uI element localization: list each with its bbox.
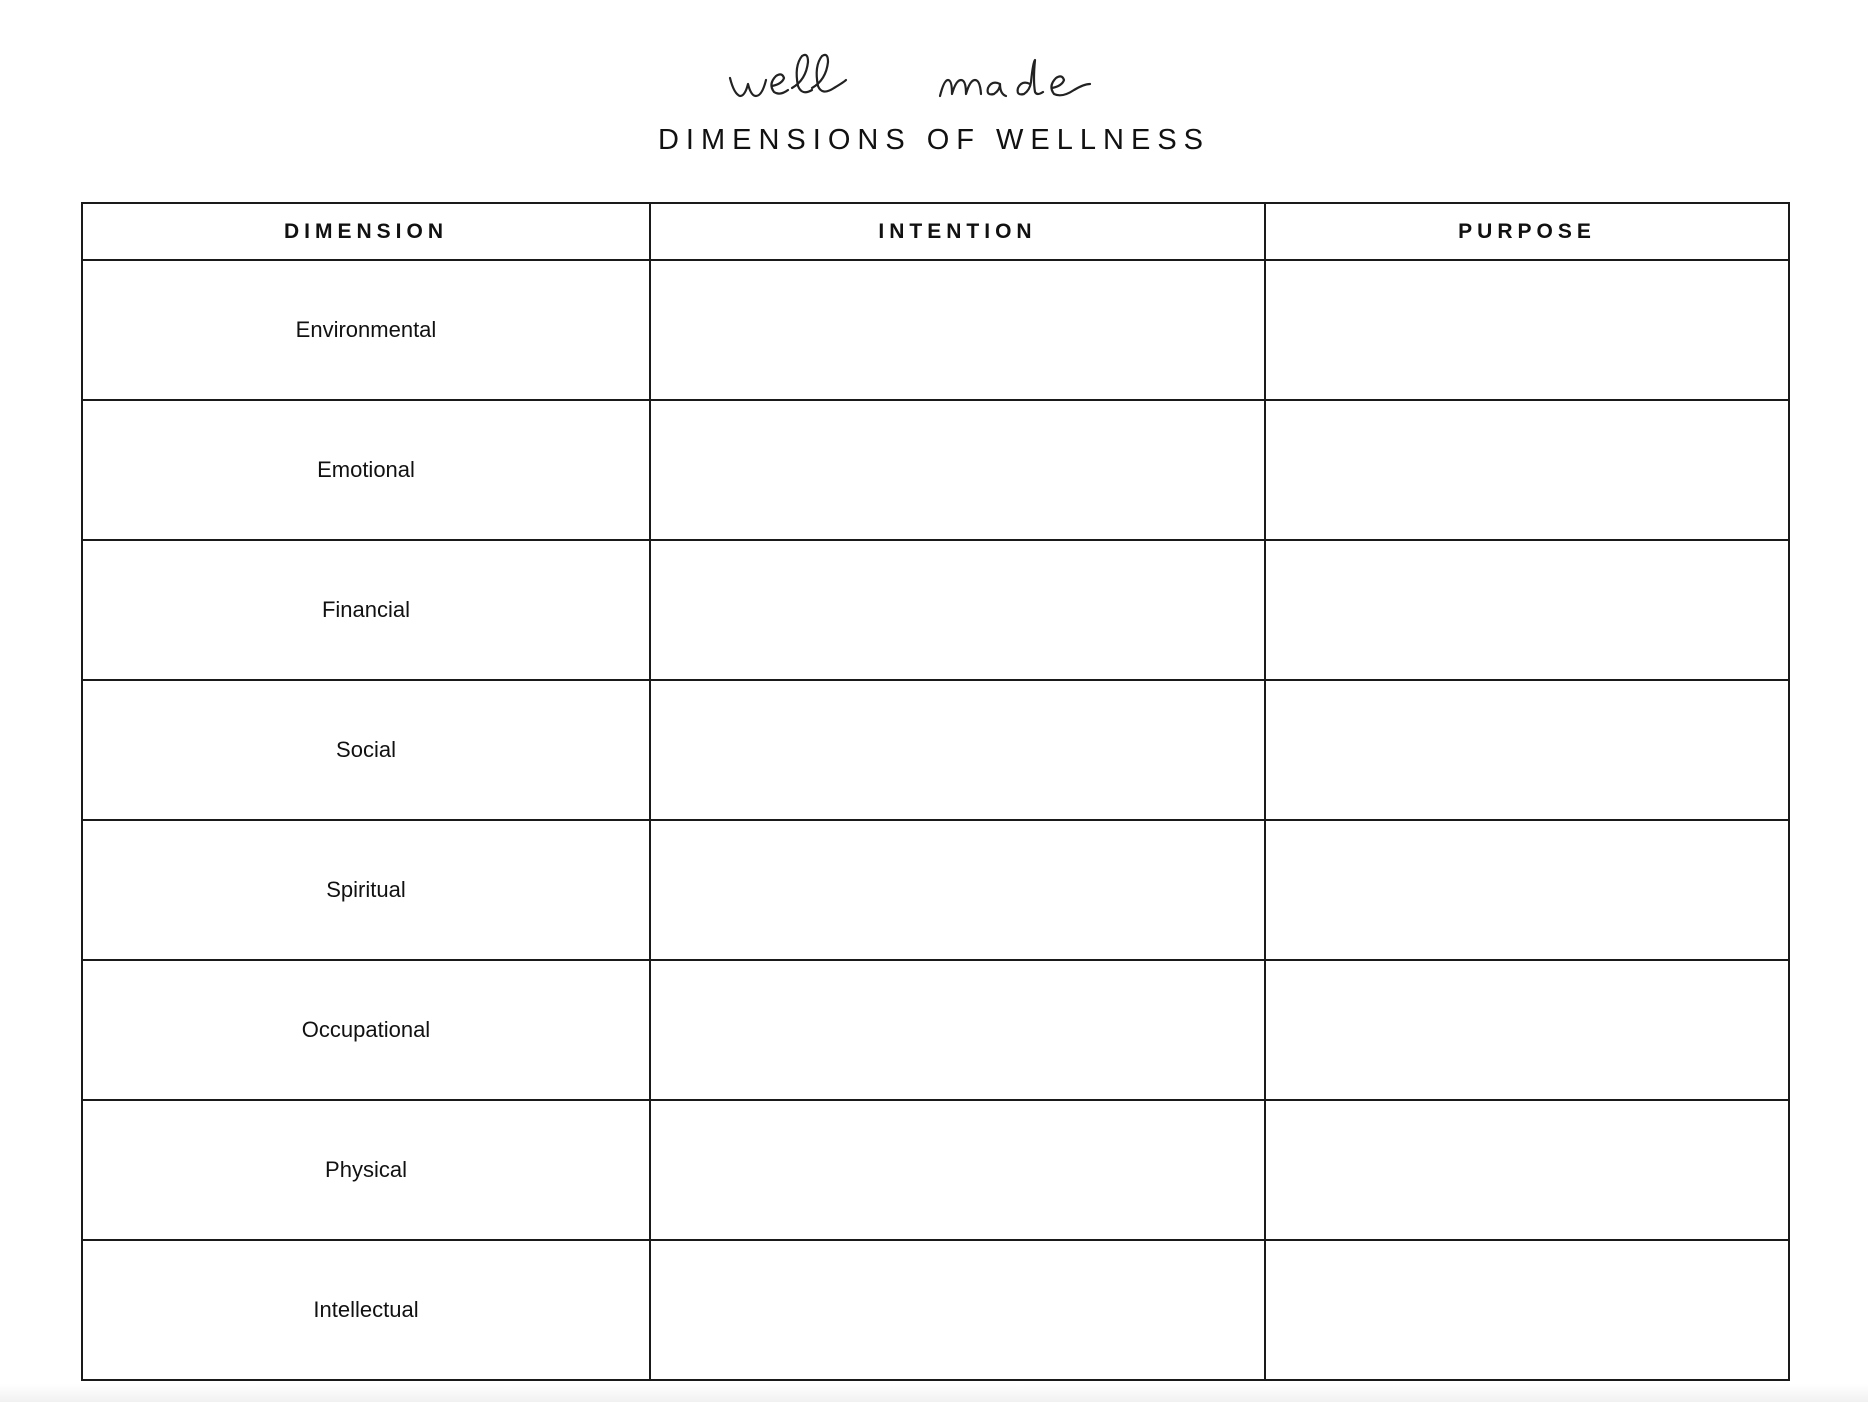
dimension-cell: Financial — [82, 540, 650, 680]
purpose-cell[interactable] — [1265, 540, 1789, 680]
logo-letter-e2 — [1051, 76, 1090, 95]
purpose-cell[interactable] — [1265, 960, 1789, 1100]
page-bottom-edge — [0, 1384, 1868, 1402]
purpose-cell[interactable] — [1265, 680, 1789, 820]
table-row — [82, 1100, 1789, 1240]
dimension-cell: Social — [82, 680, 650, 820]
column-header-purpose: PURPOSE — [1265, 203, 1789, 260]
purpose-input[interactable] — [1266, 961, 1788, 1099]
purpose-cell[interactable] — [1265, 820, 1789, 960]
intention-input[interactable] — [651, 681, 1264, 819]
dimension-cell: Environmental — [82, 260, 650, 400]
intention-cell[interactable] — [650, 820, 1265, 960]
purpose-cell[interactable] — [1265, 1240, 1789, 1380]
logo-letter-a — [988, 83, 1006, 96]
well-made-logo — [700, 38, 1180, 108]
intention-cell[interactable] — [650, 1100, 1265, 1240]
intention-input[interactable] — [651, 401, 1264, 539]
intention-cell[interactable] — [650, 540, 1265, 680]
intention-input[interactable] — [651, 261, 1264, 399]
dimension-cell: Occupational — [82, 960, 650, 1100]
table-row — [82, 540, 1789, 680]
dimension-cell: Emotional — [82, 400, 650, 540]
column-header-dimension: DIMENSION — [82, 203, 650, 260]
intention-cell[interactable] — [650, 1240, 1265, 1380]
dimension-cell: Intellectual — [82, 1240, 650, 1380]
purpose-input[interactable] — [1266, 261, 1788, 399]
purpose-cell[interactable] — [1265, 260, 1789, 400]
table-row — [82, 400, 1789, 540]
purpose-cell[interactable] — [1265, 1100, 1789, 1240]
dimension-cell: Spiritual — [82, 820, 650, 960]
logo-letter-w — [730, 78, 766, 96]
purpose-input[interactable] — [1266, 541, 1788, 679]
logo-letter-l2 — [812, 55, 846, 92]
table-row — [82, 1240, 1789, 1380]
dimension-cell: Physical — [82, 1100, 650, 1240]
table-row — [82, 680, 1789, 820]
intention-cell[interactable] — [650, 400, 1265, 540]
logo-letter-m — [940, 80, 981, 96]
column-header-intention: INTENTION — [650, 203, 1265, 260]
purpose-cell[interactable] — [1265, 400, 1789, 540]
purpose-input[interactable] — [1266, 821, 1788, 959]
table-header-row — [82, 203, 1789, 260]
table-row — [82, 960, 1789, 1100]
page-title: DIMENSIONS OF WELLNESS — [657, 124, 1210, 156]
table-row — [82, 820, 1789, 960]
purpose-input[interactable] — [1266, 1241, 1788, 1379]
logo-letter-e — [771, 74, 788, 93]
purpose-input[interactable] — [1266, 401, 1788, 539]
purpose-input[interactable] — [1266, 1101, 1788, 1239]
intention-input[interactable] — [651, 541, 1264, 679]
intention-cell[interactable] — [650, 260, 1265, 400]
intention-input[interactable] — [651, 1101, 1264, 1239]
logo-letter-d — [1018, 60, 1043, 94]
intention-input[interactable] — [651, 821, 1264, 959]
intention-input[interactable] — [651, 961, 1264, 1099]
logo-letter-l1 — [792, 55, 812, 92]
intention-input[interactable] — [651, 1241, 1264, 1379]
table-row — [82, 260, 1789, 400]
intention-cell[interactable] — [650, 680, 1265, 820]
intention-cell[interactable] — [650, 960, 1265, 1100]
purpose-input[interactable] — [1266, 681, 1788, 819]
wellness-table — [81, 202, 1790, 1381]
